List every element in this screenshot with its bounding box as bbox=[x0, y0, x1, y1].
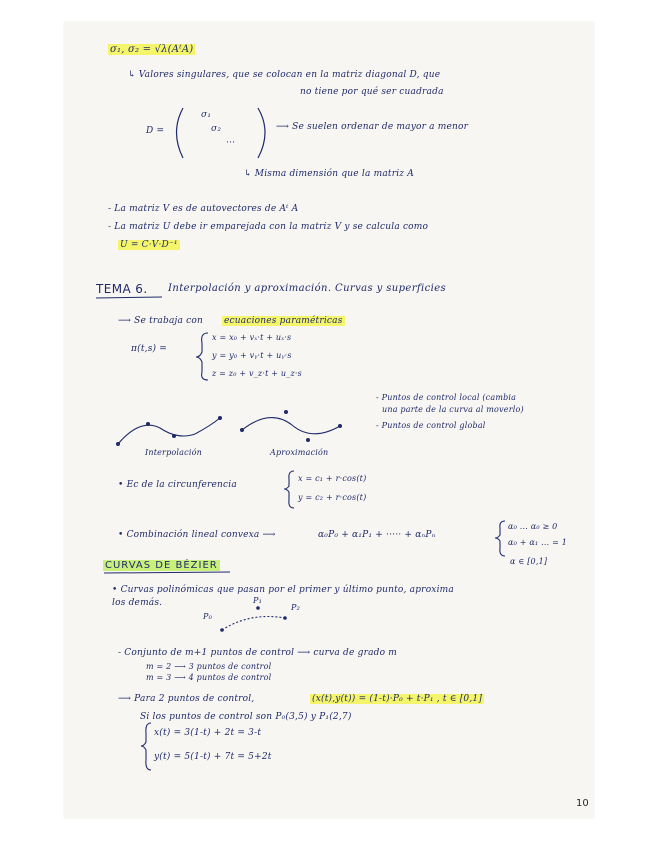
interpolation-curve bbox=[118, 418, 220, 444]
singular-values-line-1: ↳ Valores singulares, que se colocan en la matriz diagonal D, que bbox=[128, 70, 441, 80]
convex-condition-1: α₀ ... α₀ ≥ 0 bbox=[508, 522, 558, 531]
singular-values-line-2: no tiene por qué ser cuadrada bbox=[300, 87, 444, 97]
control-set-line: - Conjunto de m+1 puntos de control ⟶ curva de grado m bbox=[118, 648, 398, 658]
param-eq-z: z = z₀ + v_z·t + u_z·s bbox=[212, 369, 302, 378]
matrix-left-paren bbox=[177, 108, 184, 158]
convex-condition-3: α ∈ [0,1] bbox=[510, 557, 548, 566]
approximation-curve bbox=[242, 418, 340, 434]
circumference-label: • Ec de la circunferencia bbox=[118, 480, 237, 490]
bezier-section-title: CURVAS DE BÉZIER bbox=[105, 560, 218, 571]
matrix-d-sigma1: σ₁ bbox=[201, 110, 212, 120]
convex-combination-label: • Combinación lineal convexa ⟶ bbox=[118, 530, 276, 540]
bezier-point-p1: P₁ bbox=[253, 596, 262, 605]
approximation-label: Aproximación bbox=[270, 448, 329, 457]
bullet-matrix-u: - La matriz U debe ir emparejada con la matriz V y se calcula como bbox=[108, 222, 429, 232]
param-eq-y: y = y₀ + vᵧ·t + uᵧ·s bbox=[212, 351, 292, 360]
circumference-x: x = c₁ + r·cos(t) bbox=[298, 474, 367, 483]
pi-brace bbox=[196, 333, 208, 380]
page-number: 10 bbox=[576, 798, 589, 809]
matrix-d-dots: ··· bbox=[226, 138, 236, 148]
bezier-description-1: • Curvas polinómicas que pasan por el primer y último punto, aproxima bbox=[112, 585, 454, 595]
convex-combination-expr: α₀P₀ + α₁P₁ + ····· + αₙPₙ bbox=[318, 530, 436, 540]
parametric-prefix: ⟶ Se trabaja con bbox=[118, 316, 203, 326]
tema-title: Interpolación y aproximación. Curvas y superficies bbox=[168, 283, 447, 294]
matrix-right-paren bbox=[258, 108, 265, 158]
matrix-d-label: D = bbox=[146, 126, 165, 136]
two-points-formula: (x(t),y(t)) = (1-t)·P₀ + t·P₁ , t ∈ [0,1] bbox=[312, 694, 483, 704]
tema-number: TEMA 6. bbox=[96, 282, 148, 296]
sigma-formula: σ₁, σ₂ = √λ(AᵗA) bbox=[110, 44, 194, 55]
pi-label: π(t,s) = bbox=[131, 344, 168, 354]
same-dimension-note: ↳ Misma dimensión que la matriz A bbox=[244, 169, 414, 179]
local-control-line-2: una parte de la curva al moverlo) bbox=[382, 405, 524, 414]
example-x-equation: x(t) = 3(1-t) + 2t = 3-t bbox=[154, 728, 262, 738]
param-eq-x: x = x₀ + vₓ·t + uₓ·s bbox=[212, 333, 292, 342]
example-brace bbox=[141, 723, 151, 770]
matrix-order-note: ⟶ Se suelen ordenar de mayor a menor bbox=[276, 122, 469, 132]
degree-three-line: m = 3 ⟶ 4 puntos de control bbox=[146, 673, 272, 682]
local-control-line-1: - Puntos de control local (cambia bbox=[376, 393, 517, 402]
global-control: - Puntos de control global bbox=[376, 421, 486, 430]
circ-brace bbox=[284, 471, 294, 508]
degree-two-line: m = 2 ⟶ 3 puntos de control bbox=[146, 662, 272, 671]
bezier-curve bbox=[222, 617, 285, 631]
two-points-prefix: ⟶ Para 2 puntos de control, bbox=[118, 694, 255, 704]
convex-condition-2: α₀ + α₁ ... = 1 bbox=[508, 538, 568, 547]
example-intro: Si los puntos de control son P₀(3,5) y P₁(2,7) bbox=[140, 712, 352, 722]
matrix-d-sigma2: σ₂ bbox=[211, 124, 222, 134]
example-y-equation: y(t) = 5(1-t) + 7t = 5+2t bbox=[154, 752, 272, 762]
bezier-description-2: los demás. bbox=[112, 598, 163, 608]
u-formula: U = C·V·D⁻¹ bbox=[120, 240, 178, 250]
bezier-point-p2: P₂ bbox=[291, 603, 300, 612]
circumference-y: y = c₂ + r·cos(t) bbox=[298, 493, 367, 502]
bullet-matrix-v: - La matriz V es de autovectores de Aᵗ A bbox=[108, 204, 299, 214]
comb-brace bbox=[495, 521, 505, 556]
parametric-highlight: ecuaciones paramétricas bbox=[224, 316, 343, 326]
interpolation-label: Interpolación bbox=[145, 448, 202, 457]
bezier-point-p0: P₀ bbox=[203, 612, 212, 621]
